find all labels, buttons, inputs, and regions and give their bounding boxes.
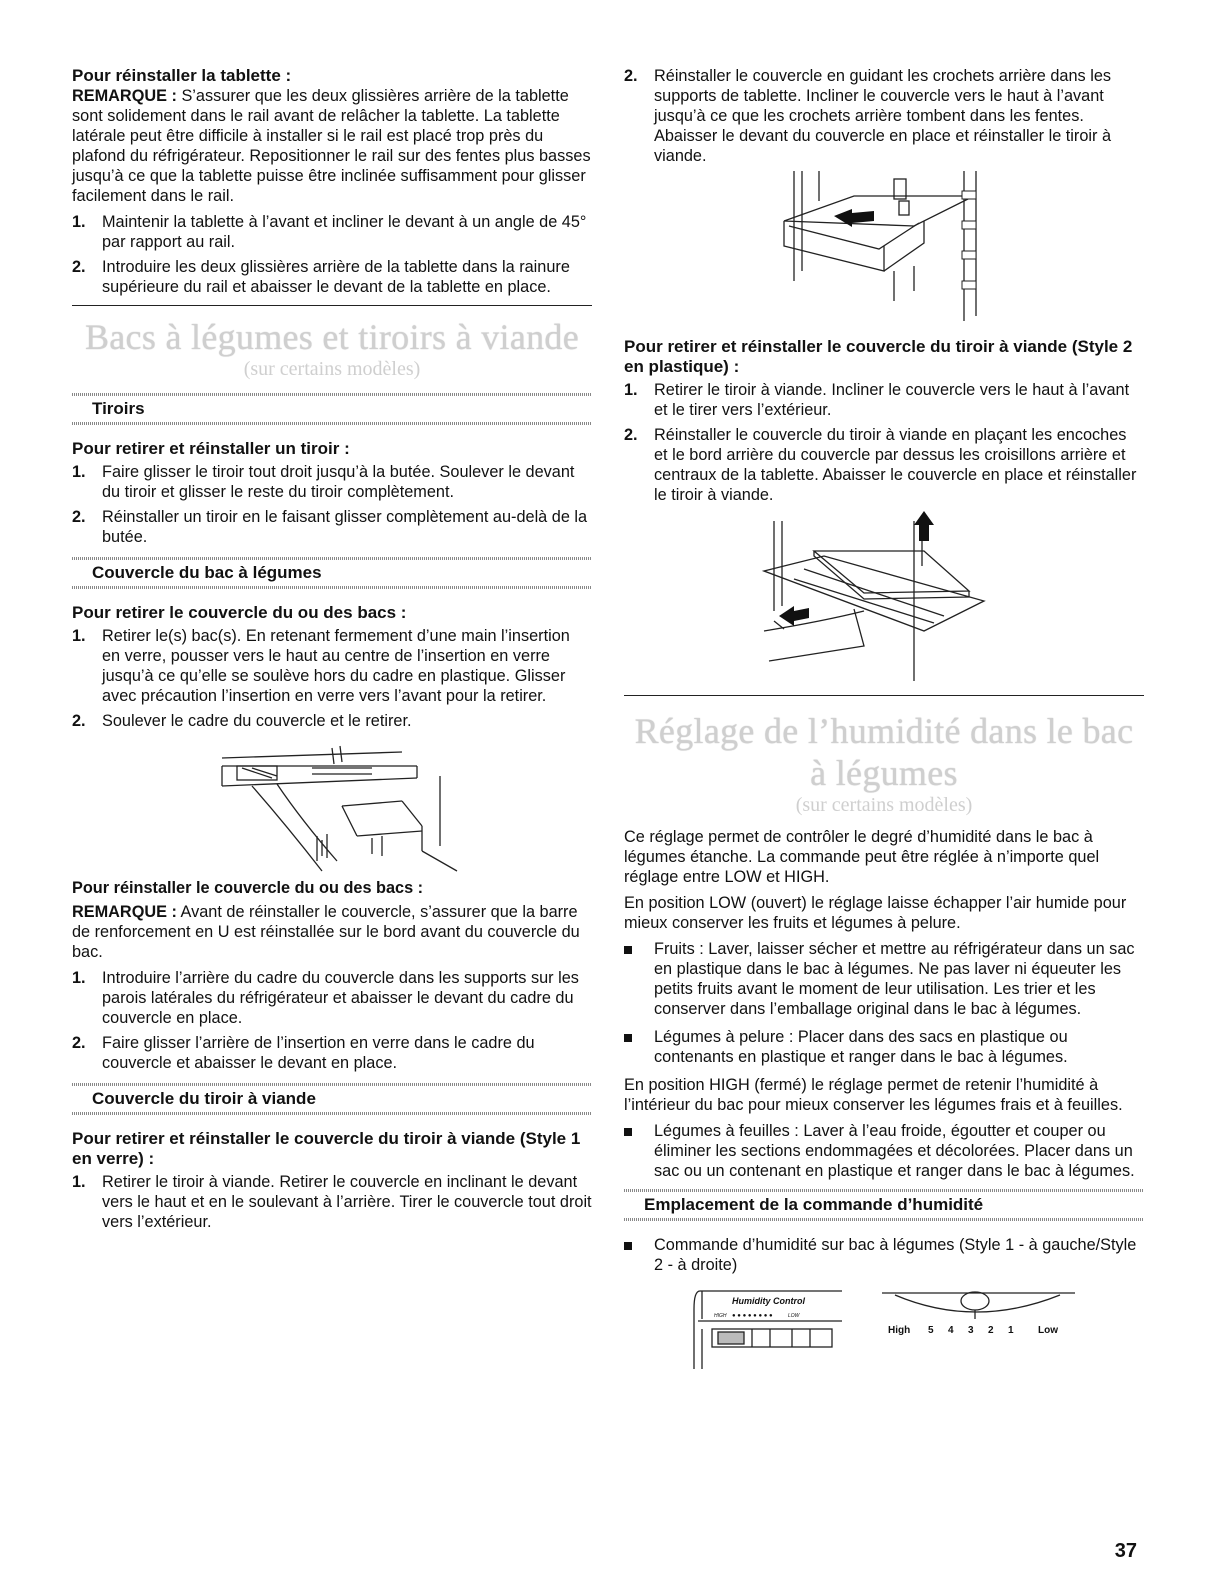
drawers-steps: [72, 462, 592, 547]
section-banner-subtitle: (sur certains modèles): [795, 794, 973, 816]
step-number: 1.: [72, 627, 86, 645]
humidity-control-style1: [692, 1289, 852, 1369]
list-item: [72, 1172, 592, 1232]
bullet-text: Laver à l’eau froide, égoutter et couper ou éliminer les sections endommagées et décolorées. Placer dans un sac ou un contenant en plastique et ranger dans le bac à légumes.: [654, 1122, 1135, 1180]
step-number: 1.: [624, 381, 638, 399]
bullet-square-icon: [624, 1242, 632, 1250]
note-label: REMARQUE :: [72, 903, 177, 921]
high-bullets: [624, 1121, 1144, 1181]
reinstall-cover-note: [72, 902, 592, 962]
list-item: [72, 462, 592, 502]
list-item: [624, 380, 1144, 420]
scale-low-label: Low: [1038, 1325, 1058, 1336]
step-number: 1.: [72, 463, 86, 481]
humidity-control-style2: [880, 1289, 1080, 1349]
reinstall-shelf-steps: [72, 212, 592, 297]
scale-4: 4: [948, 1325, 954, 1336]
step-text: Introduire les deux glissières arrière de la tablette dans la rainure supérieure du rail et abaisser le devant de la tablette en place.: [102, 258, 570, 296]
bullet-text: Fruits : Laver, laisser sécher et mettre au réfrigérateur dans un sac en plastique dans le bac à légumes. Ne pas laver ni équeuter les petits fruits avant le moment de leur utilisation. Les trier et les conserver dans l’emballage original dans le bac à légumes.: [654, 940, 1135, 1018]
note-label: REMARQUE :: [72, 87, 177, 105]
humidity-controls-figure: [624, 1289, 1144, 1369]
step-number: 1.: [72, 1173, 86, 1191]
scale-dots: ● ● ● ● ● ● ● ●: [732, 1313, 773, 1319]
humidity-high-label: HIGH: [714, 1313, 727, 1319]
list-item: [624, 66, 1144, 166]
humidity-low-label: LOW: [788, 1313, 800, 1319]
humidity-control-label: Humidity Control: [732, 1296, 805, 1306]
list-item: [72, 1033, 592, 1073]
humidity-intro: Ce réglage permet de contrôler le degré d’humidité dans le bac à légumes étanche. La commande peut être réglée à n’importe quel réglage entre LOW et HIGH.: [624, 828, 1100, 886]
step-text: Introduire l’arrière du cadre du couvercle dans les supports sur les parois latérales du réfrigérateur et abaisser le devant du cadre du couvercle en place.: [102, 969, 579, 1027]
step-text: Retirer le(s) bac(s). En retenant fermement d’une main l’insertion en verre, pousser vers le haut au centre de l’insertion en verre jusqu’à ce qu’elle se soulève hors du cadre en plastique. Glisser avec précaution l’insertion en verre vers l’avant pour la retirer.: [102, 627, 570, 705]
step-number: 1.: [72, 213, 86, 231]
bullet-text: Légumes à pelure : Placer dans des sacs en plastique ou contenants en plastique et ranger dans le bac à légumes.: [654, 1028, 1068, 1066]
list-item: [624, 1121, 1144, 1181]
step-text: Réinstaller le couvercle du tiroir à viande en plaçant les encoches et le bord arrière du couvercle par dessus les croisillons arrière et centraux de la tablette. Abaisser le couvercle en place et réinstaller le tiroir à viande.: [654, 426, 1137, 504]
list-item: [72, 968, 592, 1028]
list-item: [624, 1235, 1144, 1275]
crisper-cover-heading: Pour retirer le couvercle du ou des bacs :: [72, 603, 407, 622]
list-item: [624, 425, 1144, 505]
step-number: 1.: [72, 969, 86, 987]
right-column: [624, 62, 1144, 1369]
section-banner-title: Réglage de l’humidité dans le bac à légumes: [634, 711, 1134, 793]
step-number: 2.: [624, 426, 638, 444]
scale-2: 2: [988, 1325, 994, 1336]
step-number: 2.: [72, 1034, 86, 1052]
reinstall-shelf-heading: Pour réinstaller la tablette :: [72, 66, 292, 85]
list-item: [72, 212, 592, 252]
step-text: Maintenir la tablette à l’avant et incliner le devant à un angle de 45° par rapport au rail.: [102, 213, 587, 251]
drawers-heading: Pour retirer et réinstaller un tiroir :: [72, 439, 350, 458]
scale-high-label: High: [888, 1325, 911, 1336]
step-text: Retirer le tiroir à viande. Retirer le couvercle en inclinant le devant vers le haut et en le soulevant à l’arrière. Tirer le couvercle tout droit vers l’extérieur.: [102, 1173, 592, 1231]
reinstall-shelf-note: [72, 86, 592, 206]
humidity-high-text: En position HIGH (fermé) le réglage permet de retenir l’humidité à l’intérieur du bac pour mieux conserver les légumes frais et à feuilles.: [624, 1076, 1123, 1114]
scale-5: 5: [928, 1325, 934, 1336]
list-item: [72, 626, 592, 706]
page-number: 37: [1114, 1540, 1137, 1562]
bullet-square-icon: [624, 946, 632, 954]
step-number: 2.: [624, 67, 638, 85]
list-item: [72, 257, 592, 297]
list-item: [624, 1027, 1144, 1067]
bullet-text: Commande d’humidité sur bac à légumes (Style 1 - à gauche/Style 2 - à droite): [654, 1236, 1137, 1274]
section-banner-title: Bacs à légumes et tiroirs à viande: [84, 317, 580, 357]
step-text: Faire glisser le tiroir tout droit jusqu’à la butée. Soulever le devant du tiroir et glisser le reste du tiroir complètement.: [102, 463, 575, 501]
crisper-cover-illustration: [72, 736, 592, 876]
meat-drawer-style2-illustration: [624, 511, 1144, 681]
divider: [624, 695, 1144, 696]
low-bullets: [624, 939, 1144, 1067]
step-number: 2.: [72, 258, 86, 276]
humidity-low-text: En position LOW (ouvert) le réglage laisse échapper l’air humide pour mieux conserver les fruits et légumes à pelure.: [624, 894, 1127, 932]
bullet-square-icon: [624, 1128, 632, 1136]
style2-heading: Pour retirer et réinstaller le couvercle du tiroir à viande (Style 2 en plastique) :: [624, 337, 1133, 376]
step-text: Faire glisser l’arrière de l’insertion en verre dans le cadre du couvercle et abaisser le devant en place.: [102, 1034, 535, 1072]
list-item: [72, 507, 592, 547]
crisper-cover-steps: [72, 626, 592, 731]
subsection-drawers: Tiroirs: [72, 393, 592, 425]
step-number: 2.: [72, 712, 86, 730]
reinstall-cover-steps: [72, 968, 592, 1073]
scale-3: 3: [968, 1325, 974, 1336]
meat-cover-heading: Pour retirer et réinstaller le couvercle du tiroir à viande (Style 1 en verre) :: [72, 1129, 581, 1168]
step-text: Soulever le cadre du couvercle et le retirer.: [102, 712, 412, 730]
step-text: Retirer le tiroir à viande. Incliner le couvercle vers le haut à l’avant et le tirer vers l’extérieur.: [654, 381, 1130, 419]
step-number: 2.: [72, 508, 86, 526]
left-column: [72, 62, 592, 1237]
subsection-crisper-cover: Couvercle du bac à légumes: [72, 557, 592, 589]
step-text: Réinstaller un tiroir en le faisant glisser complètement au-delà de la butée.: [102, 508, 588, 546]
divider: [72, 305, 592, 306]
bullet-label: Légumes à feuilles :: [654, 1122, 799, 1140]
bullet-square-icon: [624, 1034, 632, 1042]
list-item: [72, 711, 592, 731]
reinstall-cover-heading: Pour réinstaller le couvercle du ou des bacs :: [72, 879, 424, 897]
step-text: Réinstaller le couvercle en guidant les crochets arrière dans les supports de tablette. Incliner le couvercle vers le haut à l’avant jusqu’à ce que les crochets arrière tombent dans les fentes. Abaisser le devant du couvercle en place et réinstaller le tiroir à viande.: [654, 67, 1112, 165]
section-banner-subtitle: (sur certains modèles): [243, 358, 421, 380]
meat-drawer-style1-illustration: [624, 171, 1144, 321]
scale-1: 1: [1008, 1325, 1014, 1336]
note-text: Avant de réinstaller le couvercle, s’assurer que la barre de renforcement en U est réinstallée sur le bord avant du couvercle du bac.: [72, 903, 580, 961]
subsection-meat-cover: Couvercle du tiroir à viande: [72, 1083, 592, 1115]
style2-steps: [624, 380, 1144, 505]
meat-cover-steps: [72, 1172, 592, 1232]
style1-steps: [624, 66, 1144, 166]
subsection-humidity-location: Emplacement de la commande d’humidité: [624, 1189, 1144, 1221]
note-text: S’assurer que les deux glissières arrière de la tablette sont solidement dans le rail avant de relâcher la tablette. La tablette latérale peut être difficile à installer si le rail est placé trop près du plafond du réfrigérateur. Repositionner le rail sur des fentes plus basses jusqu’à ce que la tablette puisse être inclinée suffisamment pour glisser facilement dans le rail.: [72, 87, 591, 205]
list-item: [624, 939, 1144, 1019]
location-bullets: [624, 1235, 1144, 1275]
